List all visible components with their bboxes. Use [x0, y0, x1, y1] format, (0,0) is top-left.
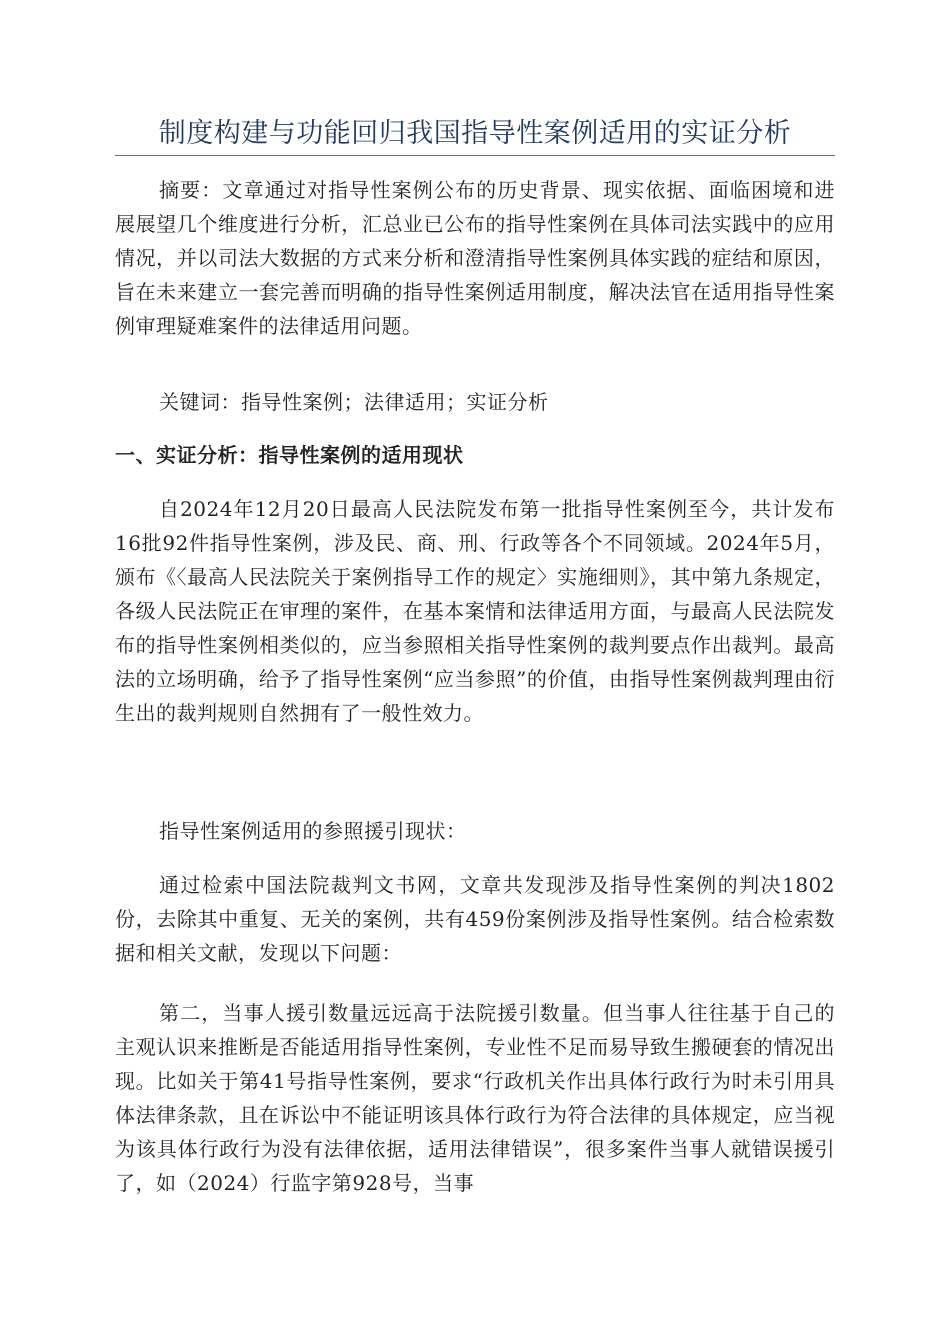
abstract-paragraph: 摘要：文章通过对指导性案例公布的历史背景、现实依据、面临困境和进展展望几个维度进行分析，汇总业已公布的指导性案例在具体司法实践中的应用情况，并以司法大数据的方式来分析和澄清指导性案例具体实践的症结和原因，旨在未来建立一套完善而明确的指导性案例适用制度，解决法官在适用指导性案例审理疑难案件的法律适用问题。	[115, 178, 835, 338]
section-heading: 一、实证分析：指导性案例的适用现状	[115, 443, 464, 467]
body-paragraph-2: 指导性案例适用的参照援引现状：	[159, 819, 467, 843]
document-title: 制度构建与功能回归我国指导性案例适用的实证分析	[158, 118, 792, 149]
body-paragraph-3: 通过检索中国法院裁判文书网，文章共发现涉及指导性案例的判决1802份，去除其中重复、无关的案例，共有459份案例涉及指导性案例。结合检索数据和相关文献，发现以下问题：	[115, 873, 835, 965]
body-paragraph-1: 自2024年12月20日最高人民法院发布第一批指导性案例至今，共计发布16批92件指导性案例，涉及民、商、刑、行政等各个不同领域。2024年5月，颁布《〈最高人民法院关于案例指导工作的规定〉实施细则》，其中第九条规定，各级人民法院正在审理的案件，在基本案情和法律适用方面，与最高人民法院发布的指导性案例相类似的，应当参照相关指导性案例的裁判要点作出裁判。最高法的立场明确，给予了指导性案例“应当参照”的价值，由指导性案例裁判理由衍生出的裁判规则自然拥有了一般性效力。	[115, 497, 835, 725]
body-paragraph-4: 第二，当事人援引数量远远高于法院援引数量。但当事人往往基于自己的主观认识来推断是否能适用指导性案例，专业性不足而易导致生搬硬套的情况出现。比如关于第41号指导性案例，要求“行政机关作出具体行政行为时未引用具体法律条款，且在诉讼中不能证明该具体行政行为符合法律的具体规定，应当视为该具体行政行为没有法律依据，适用法律错误”，很多案件当事人就错误援引了，如（2024）行监字第928号，当事	[115, 1001, 835, 1195]
keywords-paragraph: 关键词：指导性案例；法律适用；实证分析	[159, 390, 549, 414]
title-underline	[115, 155, 835, 156]
